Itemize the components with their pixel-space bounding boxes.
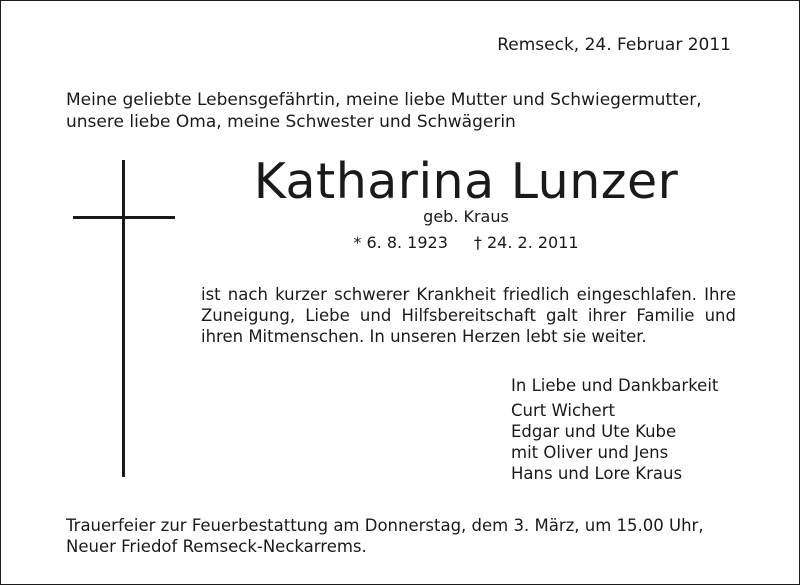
funeral-info — [66, 515, 704, 557]
life-dates — [1, 233, 800, 252]
deceased-name: Katharina Lunzer — [253, 153, 679, 210]
mourner-name: Edgar und Ute Kube — [511, 422, 677, 441]
body-text: ist nach kurzer schwerer Krankheit friedlich eingeschlafen. Ihre Zuneigung, Liebe und Hilfsbereitschaft galt ihrer Familie und ihren Mitmenschen. In unseren Herzen lebt sie weiter. — [201, 285, 736, 346]
maiden-name: geb. Kraus — [423, 207, 509, 226]
death-date: † 24. 2. 2011 — [473, 233, 579, 252]
funeral-line: Trauerfeier zur Feuerbestattung am Donnerstag, dem 3. März, um 15.00 Uhr, — [66, 516, 704, 535]
signatures — [511, 375, 718, 484]
funeral-line: Neuer Friedof Remseck-Neckarrems. — [66, 537, 367, 556]
mourner-name: mit Oliver und Jens — [511, 443, 669, 462]
birth-date: * 6. 8. 1923 — [353, 233, 448, 252]
closing-line: In Liebe und Dankbarkeit — [511, 376, 719, 395]
mourner-name: Curt Wichert — [511, 401, 615, 420]
intro-text — [66, 89, 702, 133]
dateline: Remseck, 24. Februar 2011 — [497, 35, 731, 55]
mourner-name: Hans und Lore Kraus — [511, 464, 683, 483]
intro-line: unsere liebe Oma, meine Schwester und Schwägerin — [66, 112, 516, 132]
intro-line: Meine geliebte Lebensgefährtin, meine liebe Mutter und Schwiegermutter, — [66, 90, 702, 110]
